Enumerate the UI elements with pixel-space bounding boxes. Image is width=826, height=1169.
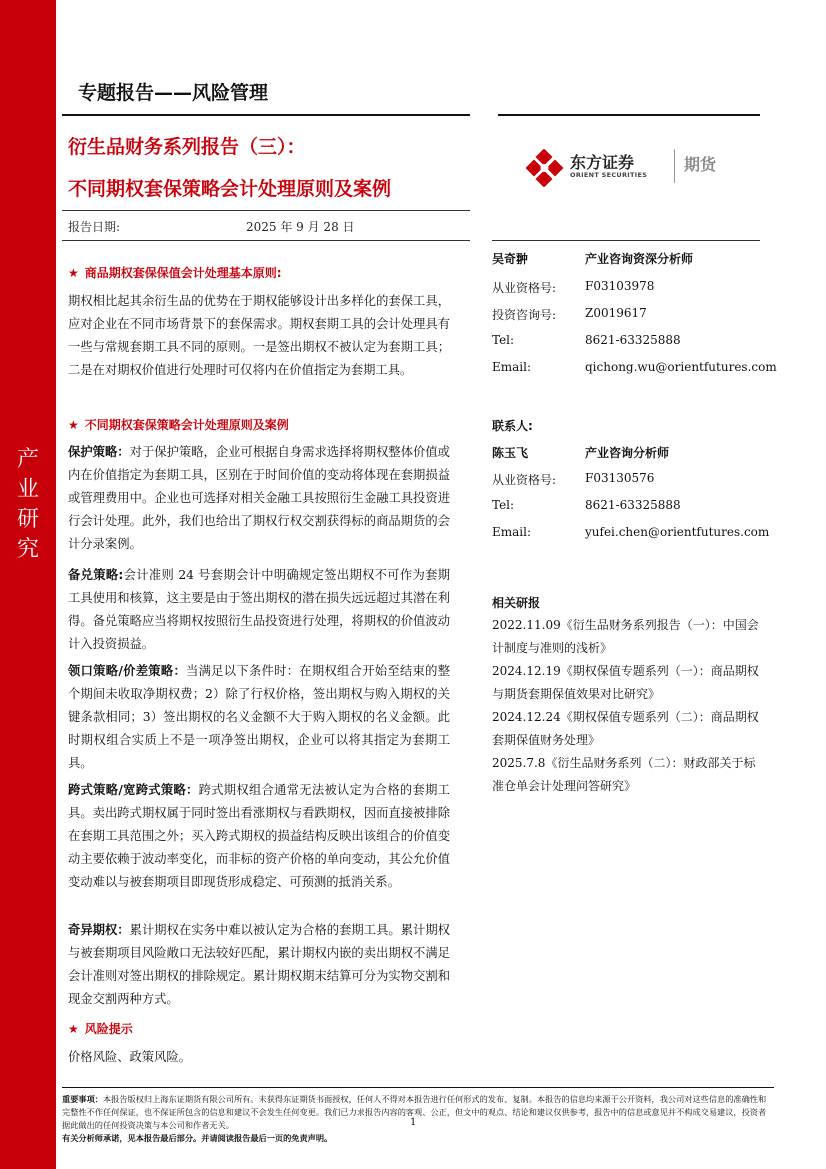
related-report-item[interactable]: 2024.12.19《期权保值专题系列（一）：商品期权与期货套期保值效果对比研究》 bbox=[492, 664, 759, 701]
page-number: 1 bbox=[410, 1117, 417, 1128]
report-date-label: 报告日期: bbox=[68, 220, 121, 234]
side-label-industry-research bbox=[0, 405, 56, 605]
email-link[interactable]: qichong.wu@orientfutures.com bbox=[585, 360, 777, 374]
logo-mark-icon bbox=[526, 149, 564, 187]
report-date-value: 2025 年 9 月 28 日 bbox=[246, 220, 355, 234]
paragraph-collar-strategy: 领口策略/价差策略：当满足以下条件时：在期权组合开始至结束的整个期间未收取净期权费；2）除了行权价格，签出期权与购入期权的关键条款相同；3）签出期权的名义金额不大于购入期权的名义金额。此时期权组合实质上不是一项净签出期权，企业可以将其指定为套期工具。 bbox=[68, 664, 450, 770]
field-label: Email: bbox=[492, 525, 532, 539]
field-label: 从业资格号: bbox=[492, 473, 557, 487]
section-heading-strategies: ★ 不同期权套保策略会计处理原则及案例 bbox=[68, 418, 289, 432]
orient-securities-logo bbox=[526, 147, 746, 191]
paragraph-risk: 价格风险、政策风险。 bbox=[68, 1050, 191, 1064]
related-report-item[interactable]: 2022.11.09《衍生品财务系列报告（一）：中国会计制度与准则的浅析》 bbox=[492, 618, 759, 655]
paragraph-covered-strategy: 备兑策略:会计准则 24 号套期会计中明确规定签出期权不可作为套期工具使用和核算，这主要是由于签出期权的潜在损失远远超过其潜在利得。备兑策略应当将期权按照衍生品投资进行处理，将期权的价值波动计入投资损益。 bbox=[68, 568, 451, 651]
header-rule-left bbox=[62, 114, 470, 116]
star-icon: ★ bbox=[68, 418, 79, 432]
logo-text-cn: 东方证券 bbox=[570, 153, 635, 172]
field-value: 8621-63325888 bbox=[585, 498, 681, 512]
paragraph-exotic-options: 奇异期权：累计期权在实务中难以被认定为合格的套期工具。累计期权与被套期项目风险敞口无法较好匹配，累计期权内嵌的卖出期权不满足会计准则对签出期权的排除规定。累计期权期末结算可分为实物交割和现金交割两种方式。 bbox=[68, 923, 450, 1006]
field-label: Tel: bbox=[492, 333, 515, 347]
date-rule-bottom bbox=[62, 240, 470, 241]
analyst-name: 陈玉飞 bbox=[492, 446, 529, 460]
related-report-item[interactable]: 2025.7.8《衍生品财务系列（二）：财政部关于标准仓单会计处理问答研究》 bbox=[492, 756, 756, 793]
field-label: 投资咨询号: bbox=[492, 308, 557, 322]
logo-text-en: ORIENT SECURITIES bbox=[570, 171, 648, 179]
paragraph-straddle-strategy: 跨式策略/宽跨式策略：跨式期权组合通常无法被认定为合格的套期工具。卖出跨式期权属于同时签出看涨期权与看跌期权，因而直接被排除在套期工具范围之外；买入跨式期权的损益结构反映出该组合的价值变动主要依赖于波动率变化，而非标的资产价格的单向变动，其公允价值变动难以与被套期项目即现货形成稳定、可预测的抵消关系。 bbox=[68, 783, 450, 889]
email-link[interactable]: yufei.chen@orientfutures.com bbox=[585, 525, 770, 539]
field-value: F03130576 bbox=[585, 471, 655, 485]
field-value: F03103978 bbox=[585, 279, 655, 293]
report-category: 专题报告——风险管理 bbox=[78, 82, 269, 104]
side-char: 究 bbox=[16, 537, 39, 562]
field-label: Tel: bbox=[492, 498, 515, 512]
related-report-item[interactable]: 2024.12.24《期权保值专题系列（二）：商品期权套期保值财务处理》 bbox=[492, 710, 759, 747]
analyst-name: 吴奇翀 bbox=[492, 252, 529, 266]
analyst-rule bbox=[492, 240, 760, 241]
header-rule-right bbox=[498, 114, 760, 116]
star-icon: ★ bbox=[68, 266, 79, 280]
side-char: 研 bbox=[16, 507, 39, 532]
side-char: 业 bbox=[16, 477, 39, 502]
side-char: 产 bbox=[16, 447, 39, 472]
paragraph-protective-strategy: 保护策略：对于保护策略，企业可根据自身需求选择将期权整体价值或内在价值指定为套期工具，区别在于时间价值的变动将体现在套期损益或管理费用中。企业也可选择对相关金融工具按照衍生金融工具投资进行会计处理。此外，我们也给出了期权行权交割获得标的商品期货的会计分录案例。 bbox=[68, 445, 450, 551]
report-title-line1: 衍生品财务系列报告（三）： bbox=[68, 136, 306, 158]
logo-divider bbox=[674, 149, 675, 183]
field-value: Z0019617 bbox=[585, 306, 647, 320]
section-heading-risk: ★ 风险提示 bbox=[68, 1022, 133, 1036]
field-label: 从业资格号: bbox=[492, 281, 557, 295]
related-reports-heading: 相关研报 bbox=[492, 596, 541, 610]
paragraph-basic-principles: 期权相比起其余衍生品的优势在于期权能够设计出多样化的套保工具，应对企业在不同市场背景下的套保需求。期权套期工具的会计处理具有一些与常规套期工具不同的原则。一是签出期权不被认定为套期工具；二是在对期权价值进行处理时可仅将内在价值指定为套期工具。 bbox=[68, 294, 450, 377]
logo-text-futures: 期货 bbox=[684, 155, 717, 174]
footer-rule bbox=[62, 1087, 774, 1088]
section-heading-basic-principles: ★ 商品期权套保保值会计处理基本原则: bbox=[68, 266, 282, 280]
report-title-line2: 不同期权套保策略会计处理原则及案例 bbox=[68, 178, 392, 200]
star-icon: ★ bbox=[68, 1022, 79, 1036]
analyst-title: 产业咨询分析师 bbox=[585, 446, 670, 460]
field-value: 8621-63325888 bbox=[585, 333, 681, 347]
contact-label: 联系人: bbox=[492, 419, 533, 433]
date-rule-top bbox=[62, 210, 470, 211]
footer-disclaimer: 重要事项：本报告版权归上海东证期货有限公司所有。未获得东证期货书面授权，任何人不得对本报告进行任何形式的发布、复制。本报告的信息均来源于公开资料，我公司对这些信息的准确性和完整性不作任何保证，也不保证所包含的信息和建议不会发生任何变更。我们已力求报告内容的客观、公正，但文中的观点、结论和建议仅供参考，报告中的信息或意见并不构成交易建议，投资者据此做出的任何投资决策与本公司和作者无关。 有关分析师承诺，见本报告最后部分。并请阅读报告最后一页的免责声明。 bbox=[62, 1094, 767, 1143]
analyst-title: 产业咨询资深分析师 bbox=[585, 252, 694, 266]
field-label: Email: bbox=[492, 360, 532, 374]
